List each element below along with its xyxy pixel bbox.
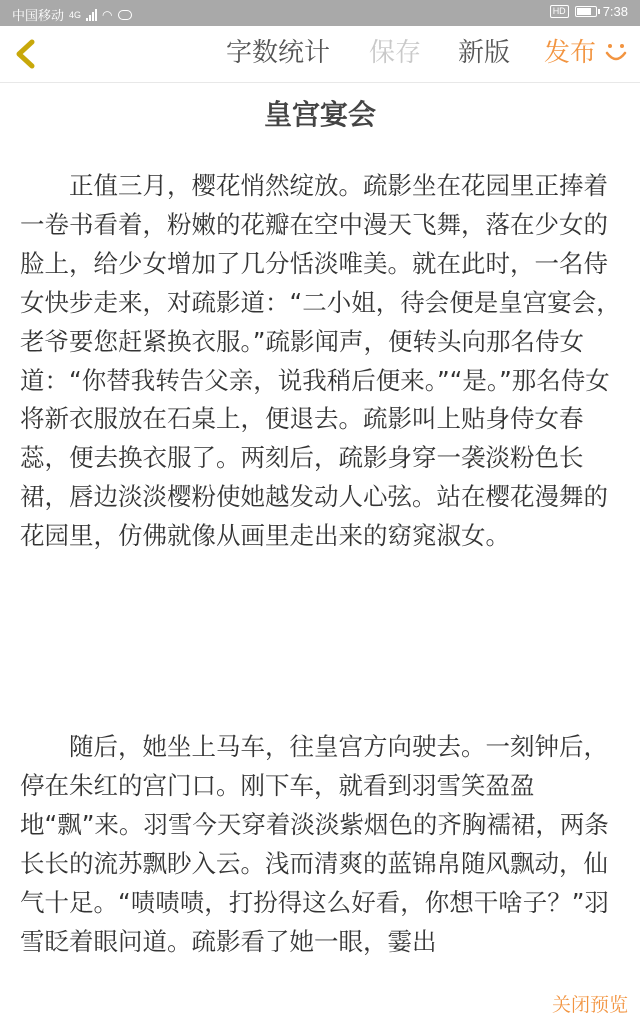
hd-icon: HD xyxy=(550,5,569,18)
wifi-icon: ◠ xyxy=(102,7,113,22)
article-paragraph: 随后，她坐上马车，往皇宫方向驶去。一刻钟后，停在朱红的宫门口。刚下车，就看到羽雪笑盈盈地“飘”来。羽雪今天穿着淡淡紫烟色的齐胸襦裙，两条长长的流苏飘眇入云。浅而清爽的蓝锦帛随风飘动，仙气十足。“啧啧啧，打扮得这么好看，你想干啥子？”羽雪眨着眼问道。疏影看了她一眼，霎出 xyxy=(20,732,609,956)
article-title: 皇宫宴会 xyxy=(263,98,376,131)
message-icon xyxy=(118,10,132,20)
editor-toolbar xyxy=(0,26,640,83)
battery-icon xyxy=(575,6,597,17)
clock: 7:38 xyxy=(602,4,628,19)
carrier-label: 中国移动 xyxy=(12,8,65,23)
new-version-button[interactable]: 新版 xyxy=(458,38,511,68)
publish-button[interactable]: 发布 xyxy=(544,38,597,68)
status-bar xyxy=(0,0,640,26)
signal-icon xyxy=(86,9,97,21)
article-preview xyxy=(0,86,640,994)
close-preview-button[interactable]: 关闭预览 xyxy=(550,990,630,1020)
chevron-left-icon xyxy=(8,34,48,74)
network-type-label: 4G xyxy=(69,9,82,20)
word-count-button[interactable]: 字数统计 xyxy=(226,38,331,68)
smile-icon[interactable] xyxy=(603,40,629,66)
article-paragraph: 正值三月，樱花悄然绽放。疏影坐在花园里正捧着一卷书看着，粉嫩的花瓣在空中漫天飞舞，落在少女的脸上，给少女增加了几分恬淡唯美。就在此时，一名侍女快步走来，对疏影道：“二小姐，待会便是皇宫宴会，老爷要您赶紧换衣服。”疏影闻声，便转头向那名侍女道：“你替我转告父亲，说我稍后便来。”“是。”那名侍女将新衣服放在石桌上，便退去。疏影叫上贴身侍女春蕊，便去换衣服了。两刻后，疏影身穿一袭淡粉色长裙，唇边淡淡樱粉使她越发动人心弦。站在樱花漫舞的花园里，仿佛就像从画里走出来的窈窕淑女。 xyxy=(20,171,621,551)
back-button[interactable] xyxy=(8,34,48,74)
save-button[interactable]: 保存 xyxy=(369,38,422,68)
